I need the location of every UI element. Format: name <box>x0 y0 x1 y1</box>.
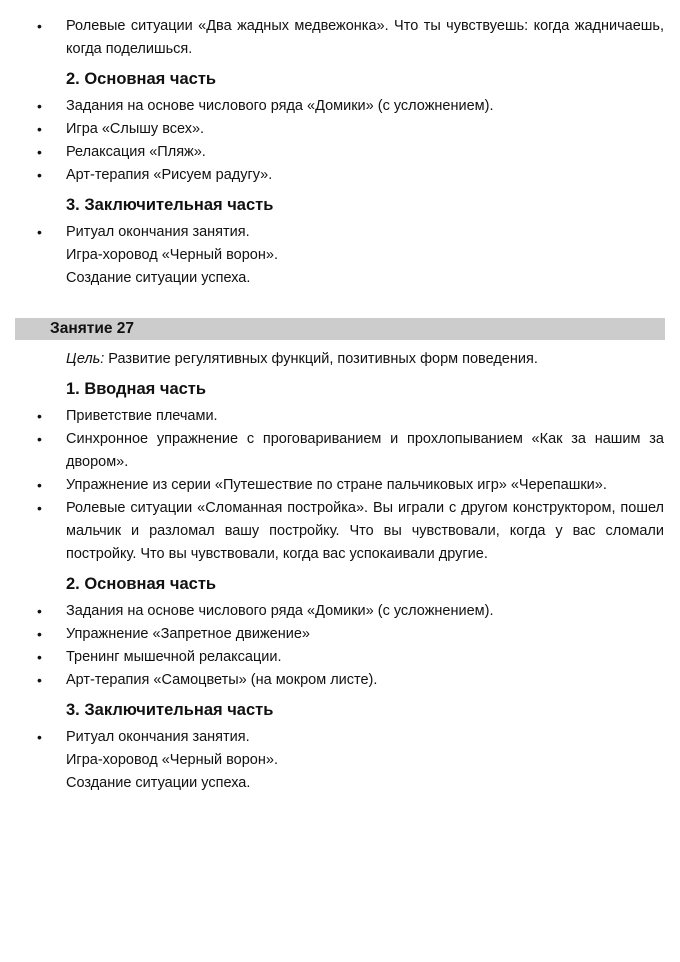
list-continuation-line: Игра-хоровод «Черный ворон». <box>66 752 278 768</box>
list-continuation-line: Создание ситуации успеха. <box>66 775 251 791</box>
list-item <box>0 221 680 244</box>
bullet-icon: • <box>37 603 42 619</box>
bullet-icon: • <box>37 18 42 34</box>
bullet-icon: • <box>37 500 42 516</box>
list-item <box>0 15 680 61</box>
list-item <box>0 474 680 497</box>
bullet-icon: • <box>37 408 42 424</box>
list-item-text: Тренинг мышечной релаксации. <box>66 649 282 665</box>
list-item-text: Задания на основе числового ряда «Домики» (с усложнением). <box>66 603 494 619</box>
list-item-text: Упражнение из серии «Путешествие по стране пальчиковых игр» «Черепашки». <box>66 477 607 493</box>
list-item <box>0 118 680 141</box>
section-heading-main: 2. Основная часть <box>66 575 217 593</box>
bullet-icon: • <box>37 224 42 240</box>
section-heading-main: 2. Основная часть <box>66 70 217 88</box>
lesson-title: Занятие 27 <box>50 320 135 337</box>
list-item-text: Упражнение «Запретное движение» <box>66 626 310 642</box>
bullet-icon: • <box>37 144 42 160</box>
list-item <box>0 405 680 428</box>
list-item-text: Приветствие плечами. <box>66 408 218 424</box>
list-item-text: Задания на основе числового ряда «Домики» (с усложнением). <box>66 98 494 114</box>
list-item-text: Ритуал окончания занятия. <box>66 729 250 745</box>
list-continuation-line: Игра-хоровод «Черный ворон». <box>66 247 278 263</box>
list-item <box>0 497 680 566</box>
bullet-icon: • <box>37 649 42 665</box>
list-item-text: Арт-терапия «Рисуем радугу». <box>66 167 273 183</box>
bullet-icon: • <box>37 729 42 745</box>
list-item <box>0 669 680 692</box>
list-item <box>0 600 680 623</box>
list-item <box>0 428 680 474</box>
list-item <box>0 164 680 187</box>
lesson-goal <box>0 348 680 371</box>
list-item-text: Арт-терапия «Самоцветы» (на мокром листе). <box>66 672 378 688</box>
section-heading-intro: 1. Вводная часть <box>66 380 207 398</box>
list-continuation-line: Создание ситуации успеха. <box>66 270 251 286</box>
list-item <box>0 141 680 164</box>
list-item-text: Синхронное упражнение с проговариванием и прохлопыванием «Как за нашим за двором». <box>66 431 664 470</box>
list-item-text: Игра «Слышу всех». <box>66 121 205 137</box>
goal-label: Цель: <box>66 351 105 367</box>
list-item <box>0 646 680 669</box>
list-item-text: Релаксация «Пляж». <box>66 144 206 160</box>
list-item-text: Ролевые ситуации «Два жадных медвежонка». Что ты чувствуешь: когда жадничаешь, когда поделишься. <box>66 18 664 57</box>
bullet-icon: • <box>37 121 42 137</box>
bullet-icon: • <box>37 431 42 447</box>
list-item <box>0 95 680 118</box>
list-item <box>0 726 680 749</box>
bullet-icon: • <box>37 477 42 493</box>
list-item-text: Ролевые ситуации «Сломанная постройка». Вы играли с другом конструктором, пошел мальчик и разломал вашу постройку. Что вы чувствовали, когда у вас сломали постройку. Что вы чувствовали, когда вас успокаивали другие. <box>66 500 664 562</box>
goal-text: Развитие регулятивных функций, позитивных форм поведения. <box>104 351 538 367</box>
bullet-icon: • <box>37 626 42 642</box>
lesson-title-bar <box>15 318 665 340</box>
section-heading-final: 3. Заключительная часть <box>66 196 274 214</box>
list-item <box>0 623 680 646</box>
bullet-icon: • <box>37 672 42 688</box>
section-heading-final: 3. Заключительная часть <box>66 701 274 719</box>
bullet-icon: • <box>37 167 42 183</box>
list-item-text: Ритуал окончания занятия. <box>66 224 250 240</box>
bullet-icon: • <box>37 98 42 114</box>
